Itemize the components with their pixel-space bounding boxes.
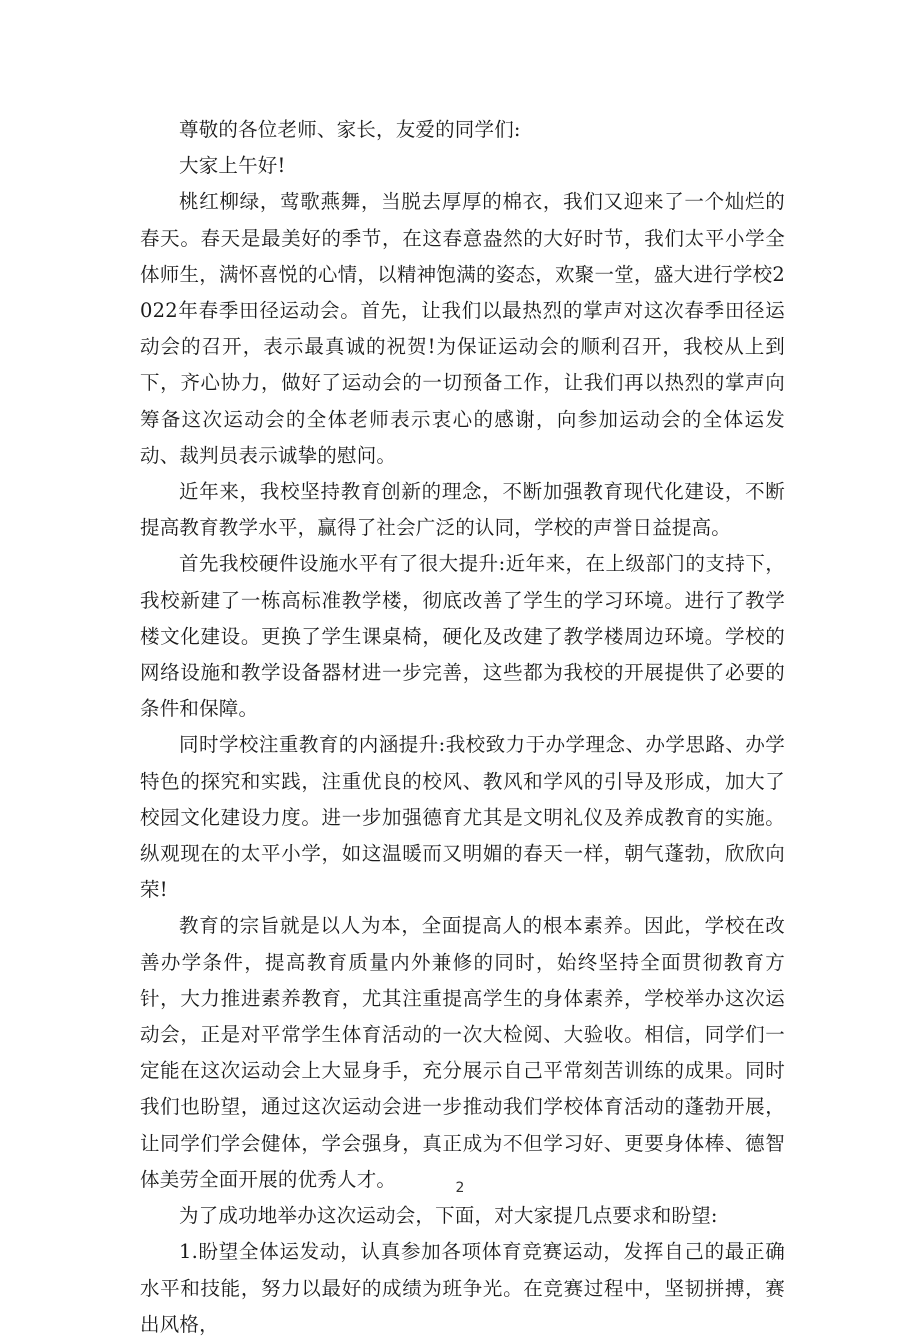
salutation: 尊敬的各位老师、家长，友爱的同学们: <box>179 118 521 141</box>
paragraph-spring-opening: 桃红柳绿，莺歌燕舞，当脱去厚厚的棉衣，我们又迎来了一个灿烂的春天。春天是最美好的季节，在这春意盎然的大好时节，我们太平小学全体师生，满怀喜悦的心情，以精神饱满的姿态，欢聚一堂，盛大进行学校2022年春季田径运动会。首先，让我们以最热烈的掌声对这次春季田径运动会的召开，表示最真诚的祝贺!为保证运动会的顺利召开，我校从上到下，齐心协力，做好了运动会的一切预备工作，让我们再以热烈的掌声向筹备这次运动会的全体老师表示衷心的感谢，向参加运动会的全体运发动、裁判员表示诚挚的慰问。 <box>140 190 785 467</box>
paragraph-requirements-intro: 为了成功地举办这次运动会，下面，对大家提几点要求和盼望: <box>179 1204 718 1228</box>
paragraph-recent-years: 近年来，我校坚持教育创新的理念，不断加强教育现代化建设，不断提高教育教学水平，赢得了社会广泛的认同，学校的声誉日益提高。 <box>140 480 785 540</box>
paragraph-education-purpose: 教育的宗旨就是以人为本，全面提高人的根本素养。因此，学校在改善办学条件，提高教育质量内外兼修的同时，始终坚持全面贯彻教育方针，大力推进素养教育，尤其注重提高学生的身体素养，学校举办这次运动会，正是对平常学生体育活动的一次大检阅、大验收。相信，同学们一定能在这次运动会上大显身手，充分展示自己平常刻苦训练的成果。同时我们也盼望，通过这次运动会进一步推动我们学校体育活动的蓬勃开展，让同学们学会健体，学会强身，真正成为不但学习好、更要身体棒、德智体美劳全面开展的优秀人才。 <box>140 914 785 1191</box>
paragraph-hardware: 首先我校硬件设施水平有了很大提升:近年来，在上级部门的支持下，我校新建了一栋高标准教学楼，彻底改善了学生的学习环境。进行了教学楼文化建设。更换了学生课桌椅，硬化及改建了教学楼周边环境。学校的网络设施和教学设备器材进一步完善，这些都为我校的开展提供了必要的条件和保障。 <box>140 552 785 721</box>
page-number: 2 <box>455 1180 465 1196</box>
paragraph-requirement-1: 1.盼望全体运发动，认真参加各项体育竞赛运动，发挥自己的最正确水平和技能，努力以最好的成绩为班争光。在竞赛过程中，坚韧拼搏，赛出风格， <box>140 1240 785 1336</box>
paragraph-connotation: 同时学校注重教育的内涵提升:我校致力于办学理念、办学思路、办学特色的探究和实践，注重优良的校风、教风和学风的引导及形成，加大了校园文化建设力度。进一步加强德育尤其是文明礼仪及养成教育的实施。纵观现在的太平小学，如这温暖而又明媚的春天一样，朝气蓬勃，欣欣向荣! <box>140 733 785 902</box>
greeting: 大家上午好! <box>179 154 286 178</box>
document-body <box>140 112 785 1343</box>
